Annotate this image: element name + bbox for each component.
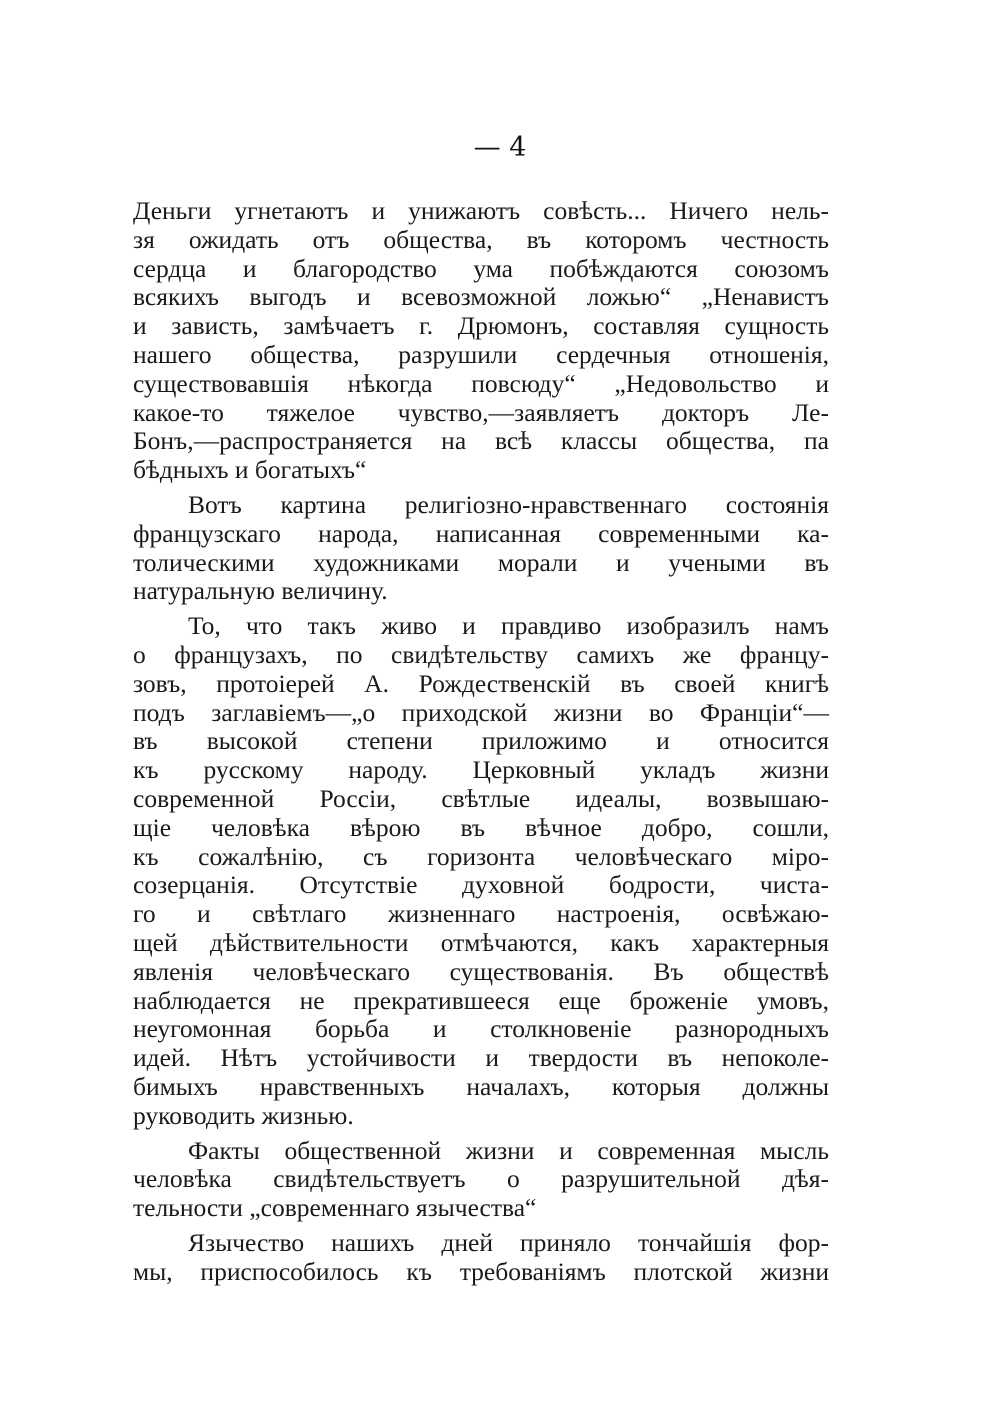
text-line: зовъ, протоіерей А. Рождественскій въ своей книгѣ: [133, 668, 829, 698]
text-line: бѣдныхъ и богатыхъ“: [133, 455, 367, 485]
text-line: го и свѣтлаго жизненнаго настроенія, освѣжаю-: [133, 899, 829, 929]
text-line: Факты общественной жизни и современная мысль: [188, 1135, 829, 1165]
text-line: къ сожалѣнію, съ горизонта человѣческаго міро-: [133, 841, 829, 871]
text-line: зя ожидать отъ общества, въ которомъ честность: [133, 224, 829, 254]
text-line: натуральную величину.: [133, 576, 388, 606]
text-line: о французахъ, по свидѣтельству самихъ же францу-: [133, 639, 829, 669]
text-line: явленія человѣческаго существованія. Въ обществѣ: [133, 956, 829, 986]
text-line: французскаго народа, написанная современными ка-: [133, 518, 829, 548]
text-line: То, что такъ живо и правдиво изобразилъ намъ: [188, 611, 829, 641]
page-number: — 4: [473, 132, 527, 163]
text-line: подъ заглавіемъ—„о приходской жизни во Франціи“—: [133, 697, 829, 727]
text-line: тельности „современнаго язычества“: [133, 1193, 537, 1223]
paragraph-5: [133, 1229, 829, 1287]
text-line: неугомонная борьба и столкновеніе разнородныхъ: [133, 1014, 829, 1044]
text-line: Деньги угнетаютъ и унижаютъ совѣсть... Ничего нель-: [133, 196, 829, 225]
text-line: толическими художниками морали и учеными въ: [133, 547, 829, 577]
text-line: бимыхъ нравственныхъ началахъ, которыя должны: [133, 1071, 829, 1101]
text-line: идей. Нѣтъ устойчивости и твердости въ непоколе-: [133, 1043, 829, 1073]
text-line: руководить жизнью.: [133, 1100, 354, 1130]
text-line: Бонъ,—распространяется на всѣ классы общества, па: [133, 426, 829, 456]
paragraph-3: [133, 612, 829, 1130]
text-line: въ высокой степени приложимо и относится: [133, 726, 829, 756]
text-line: современной Россіи, свѣтлые идеалы, возвышаю-: [133, 783, 829, 813]
text-line: существовавшія нѣкогда повсюду“ „Недовольство и: [133, 368, 829, 398]
paragraph-1: [133, 197, 829, 485]
text-line: и зависть, замѣчаетъ г. Дрюмонъ, составляя сущность: [133, 311, 829, 341]
text-line: щіе человѣка вѣрою въ вѣчное добро, сошли,: [133, 812, 829, 842]
text-line: всякихъ выгодъ и всевозможной ложью“ „Ненавистъ: [133, 282, 829, 312]
paragraph-4: [133, 1137, 829, 1223]
text-line: щей дѣйствительности отмѣчаются, какъ характерныя: [133, 927, 829, 957]
text-line: мы, приспособилось къ требованіямъ плотской жизни: [133, 1256, 829, 1286]
text-line: Вотъ картина религіозно-нравственнаго состоянія: [188, 489, 829, 519]
paragraph-2: [133, 491, 829, 606]
body-text: [133, 197, 829, 1292]
text-line: человѣка свидѣтельствуетъ о разрушительной дѣя-: [133, 1164, 829, 1194]
text-line: къ русскому народу. Церковный укладъ жизни: [133, 755, 829, 785]
text-line: созерцанія. Отсутствіе духовной бодрости, чиста-: [133, 870, 829, 900]
text-line: сердца и благородство ума побѣждаются союзомъ: [133, 253, 829, 283]
text-line: какое-то тяжелое чувство,—заявляетъ докторъ Ле-: [133, 397, 829, 427]
text-line: наблюдается не прекратившееся еще броженіе умовъ,: [133, 985, 829, 1015]
text-line: нашего общества, разрушили сердечныя отношенія,: [133, 339, 829, 369]
text-line: Язычество нашихъ дней приняло тончайшія фор-: [188, 1227, 829, 1257]
